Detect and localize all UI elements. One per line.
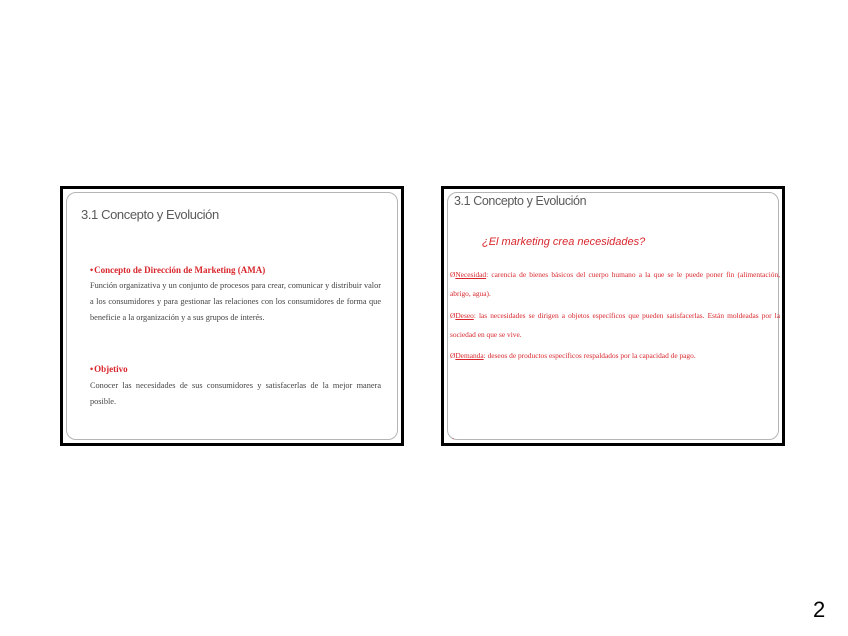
definition-term: Necesidad — [455, 270, 487, 279]
slide-1-title: 3.1 Concepto y Evolución — [81, 207, 219, 222]
definition-text: : carencia de bienes básicos del cuerpo humano a la que se le puede poner fin (alimentación, abrigo, agua). — [450, 270, 780, 298]
concept-paragraph: Función organizativa y un conjunto de procesos para crear, comunicar y distribuir valor a los consumidores y para gestionar las relaciones con los consumidores de forma que beneficie a la organización y a sus grupos de interés. — [90, 281, 381, 322]
definition-term: Deseo — [455, 311, 474, 320]
slide-2-question: ¿El marketing crea necesidades? — [482, 236, 646, 248]
concept-heading-text: Concepto de Dirección de Marketing (AMA) — [94, 265, 266, 275]
slide-2-footer-mark: . — [452, 432, 455, 441]
objective-heading — [90, 364, 128, 374]
page-number: 2 — [813, 597, 826, 622]
definition-text: : deseos de productos específicos respaldados por la capacidad de pago. — [483, 351, 696, 360]
concept-heading — [90, 265, 265, 275]
slide-1 — [60, 186, 404, 446]
arrow-bullet-icon: Ø — [450, 270, 456, 279]
definition-text: : las necesidades se dirigen a objetos específicos que pueden satisfacerlas. Están moldeadas por la sociedad en que se vive. — [450, 311, 780, 339]
definition-demanda — [450, 346, 780, 365]
objective-paragraph: Conocer las necesidades de sus consumidores y satisfacerlas de la mejor manera posible. — [90, 381, 381, 406]
arrow-bullet-icon: Ø — [450, 351, 456, 360]
arrow-bullet-icon: Ø — [450, 311, 456, 320]
objective-bullet: • — [90, 364, 94, 374]
slide-2-title: 3.1 Concepto y Evolución — [454, 194, 587, 208]
definition-necesidad — [450, 265, 780, 303]
slide-2 — [441, 186, 785, 446]
objective-heading-text: Objetivo — [94, 364, 128, 374]
definition-deseo — [450, 306, 780, 344]
definition-term: Demanda — [455, 351, 484, 360]
concept-bullet: • — [90, 265, 94, 275]
